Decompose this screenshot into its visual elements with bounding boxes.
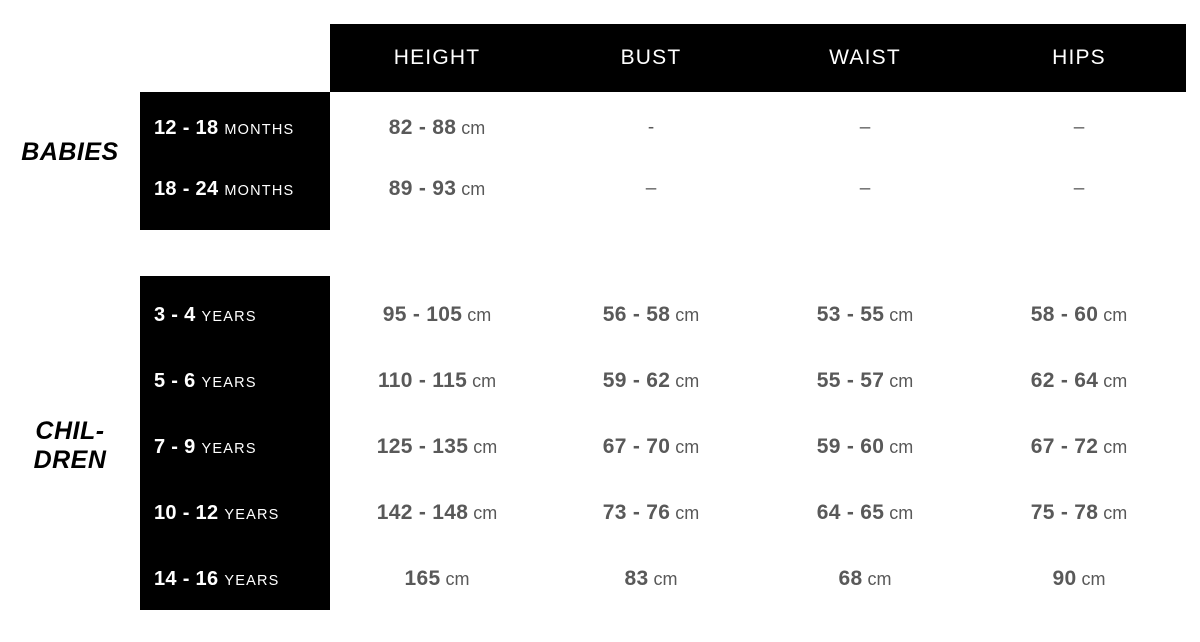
cell-height: 95 - 105 cm — [382, 303, 492, 326]
cell-waist: – — [859, 178, 871, 199]
cell-waist: – — [859, 117, 871, 138]
age-unit: YEARS — [224, 572, 280, 589]
cell-waist: 64 - 65 cm — [816, 501, 914, 524]
age-unit: MONTHS — [224, 121, 295, 138]
table-row — [140, 485, 1186, 541]
table-header-row — [330, 24, 1186, 92]
group-label-children-line1: CHIL- — [35, 417, 105, 445]
age-unit: MONTHS — [224, 182, 295, 199]
column-header-bust: BUST — [620, 46, 682, 69]
table-row — [140, 353, 1186, 409]
age-unit: YEARS — [201, 374, 257, 391]
age-range: 3 - 4 — [154, 303, 196, 326]
cell-hips: 58 - 60 cm — [1030, 303, 1128, 326]
cell-hips: 90 cm — [1052, 567, 1106, 590]
cell-height: 165 cm — [404, 567, 470, 590]
age-range: 14 - 16 — [154, 567, 219, 590]
table-row — [140, 551, 1186, 607]
cell-height: 142 - 148 cm — [376, 501, 498, 524]
table-row — [140, 161, 1186, 217]
age-label — [140, 304, 330, 327]
cell-hips: 75 - 78 cm — [1030, 501, 1128, 524]
table-row — [140, 419, 1186, 475]
cell-hips: – — [1073, 117, 1085, 138]
age-range: 10 - 12 — [154, 501, 219, 524]
column-header-hips: HIPS — [1052, 46, 1106, 69]
age-unit: YEARS — [224, 506, 280, 523]
age-range: 5 - 6 — [154, 369, 196, 392]
age-label — [140, 370, 330, 393]
group-label-children-line2: DREN — [33, 445, 107, 474]
age-unit: YEARS — [201, 308, 257, 325]
age-range: 7 - 9 — [154, 435, 196, 458]
cell-height: 110 - 115 cm — [377, 369, 497, 392]
cell-bust: - — [647, 117, 655, 138]
age-label — [140, 117, 330, 140]
cell-bust: 67 - 70 cm — [602, 435, 700, 458]
cell-hips: – — [1073, 178, 1085, 199]
table-row — [140, 100, 1186, 156]
group-label-children — [0, 417, 140, 475]
cell-height: 82 - 88 cm — [388, 116, 486, 139]
cell-height: 125 - 135 cm — [376, 435, 498, 458]
column-header-height: HEIGHT — [393, 46, 481, 69]
cell-waist: 68 cm — [838, 567, 892, 590]
cell-waist: 53 - 55 cm — [816, 303, 914, 326]
cell-hips: 67 - 72 cm — [1030, 435, 1128, 458]
age-label — [140, 568, 330, 591]
age-range: 18 - 24 — [154, 177, 219, 200]
cell-bust: – — [645, 178, 657, 199]
cell-height: 89 - 93 cm — [388, 177, 486, 200]
age-label — [140, 436, 330, 459]
age-unit: YEARS — [201, 440, 257, 457]
age-label — [140, 502, 330, 525]
cell-waist: 59 - 60 cm — [816, 435, 914, 458]
group-label-babies: BABIES — [21, 138, 119, 166]
age-range: 12 - 18 — [154, 116, 219, 139]
column-header-waist: WAIST — [829, 46, 901, 69]
cell-bust: 83 cm — [624, 567, 678, 590]
cell-bust: 59 - 62 cm — [602, 369, 700, 392]
age-label — [140, 178, 330, 201]
cell-bust: 73 - 76 cm — [602, 501, 700, 524]
cell-hips: 62 - 64 cm — [1030, 369, 1128, 392]
table-row — [140, 287, 1186, 343]
cell-waist: 55 - 57 cm — [816, 369, 914, 392]
cell-bust: 56 - 58 cm — [602, 303, 700, 326]
